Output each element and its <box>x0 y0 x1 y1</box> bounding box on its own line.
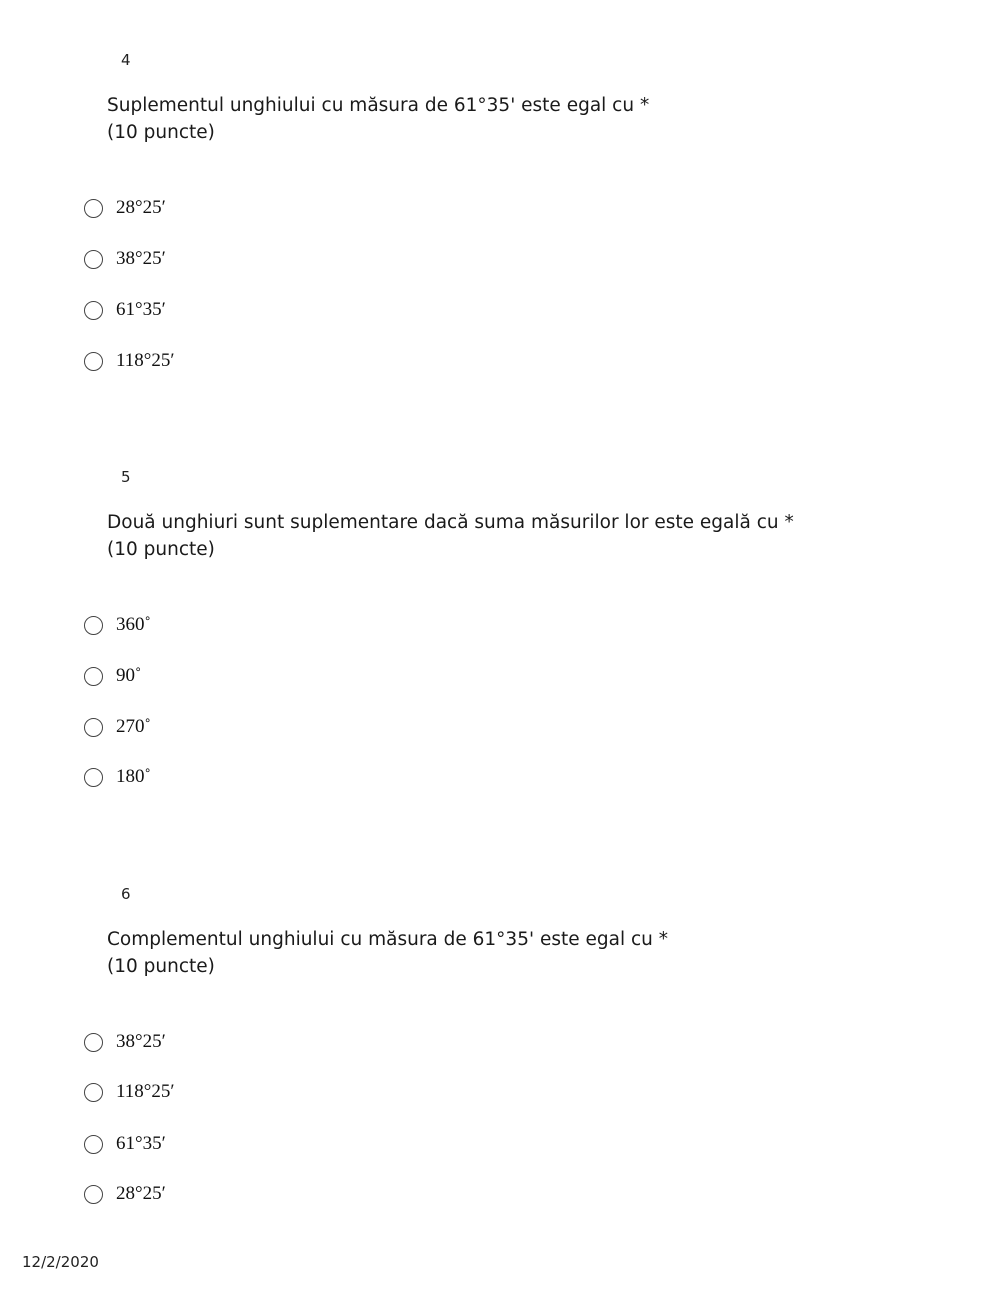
option-label: 38°25′ <box>116 1031 166 1052</box>
option-radio[interactable] <box>84 348 175 374</box>
option-label: 61°35′ <box>116 299 166 320</box>
option-label: 28°25′ <box>116 1183 166 1204</box>
option-radio[interactable] <box>84 1131 166 1157</box>
radio-circle-icon[interactable] <box>84 768 103 787</box>
radio-circle-icon[interactable] <box>84 1033 103 1052</box>
option-radio[interactable] <box>84 1079 175 1105</box>
option-label: 180˚ <box>116 766 151 787</box>
radio-circle-icon[interactable] <box>84 667 103 686</box>
radio-circle-icon[interactable] <box>84 616 103 635</box>
question-points: (10 puncte) <box>107 122 215 143</box>
option-label: 360˚ <box>116 614 151 635</box>
option-radio[interactable] <box>84 1029 166 1055</box>
option-radio[interactable] <box>84 764 151 790</box>
radio-circle-icon[interactable] <box>84 1185 103 1204</box>
option-radio[interactable] <box>84 1181 166 1207</box>
option-label: 28°25′ <box>116 197 166 218</box>
radio-circle-icon[interactable] <box>84 250 103 269</box>
option-radio[interactable] <box>84 246 166 272</box>
footer-date: 12/2/2020 <box>22 1253 99 1271</box>
question-number: 4 <box>121 51 131 69</box>
radio-circle-icon[interactable] <box>84 1135 103 1154</box>
question-text <box>107 509 794 563</box>
option-label: 270˚ <box>116 716 151 737</box>
question-number: 5 <box>121 468 131 486</box>
question-prompt: Două unghiuri sunt suplementare dacă suma măsurilor lor este egală cu * <box>107 512 794 533</box>
question-prompt: Suplementul unghiului cu măsura de 61°35' este egal cu * <box>107 95 650 116</box>
option-radio[interactable] <box>84 297 166 323</box>
option-label: 118°25′ <box>116 350 175 371</box>
radio-circle-icon[interactable] <box>84 718 103 737</box>
radio-circle-icon[interactable] <box>84 199 103 218</box>
question-points: (10 puncte) <box>107 539 215 560</box>
radio-circle-icon[interactable] <box>84 1083 103 1102</box>
question-points: (10 puncte) <box>107 956 215 977</box>
question-prompt: Complementul unghiului cu măsura de 61°35' este egal cu * <box>107 929 668 950</box>
option-label: 61°35′ <box>116 1133 166 1154</box>
option-radio[interactable] <box>84 663 141 689</box>
radio-circle-icon[interactable] <box>84 352 103 371</box>
option-label: 90˚ <box>116 665 142 686</box>
option-label: 38°25′ <box>116 248 166 269</box>
question-text <box>107 926 668 980</box>
option-radio[interactable] <box>84 714 151 740</box>
question-number: 6 <box>121 885 131 903</box>
question-text <box>107 92 649 146</box>
radio-circle-icon[interactable] <box>84 301 103 320</box>
option-radio[interactable] <box>84 195 166 221</box>
option-label: 118°25′ <box>116 1081 175 1102</box>
option-radio[interactable] <box>84 612 151 638</box>
